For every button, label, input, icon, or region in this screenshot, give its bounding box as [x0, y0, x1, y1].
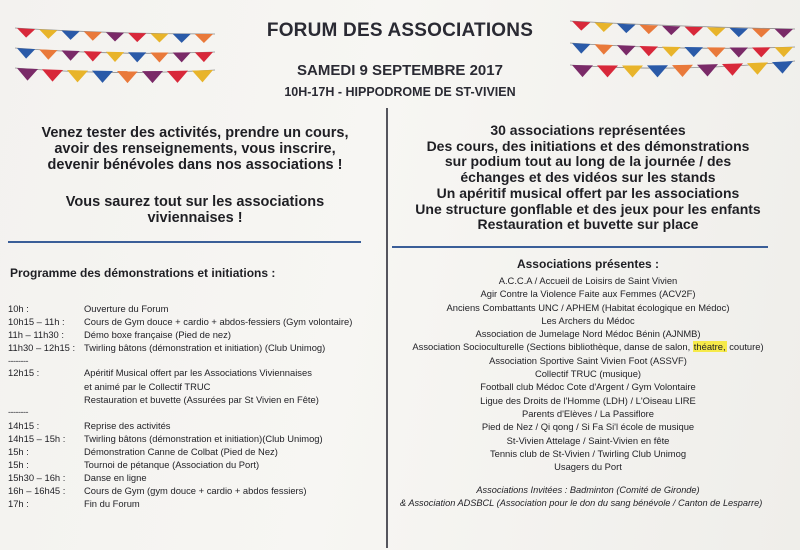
- bunting-flag: [772, 61, 793, 74]
- bunting-flag: [647, 65, 668, 77]
- association-item: Ligue des Droits de l'Homme (LDH) / L'Oiseau LIRE: [480, 394, 696, 406]
- schedule-row: [8, 446, 383, 458]
- bunting-flag: [640, 46, 659, 56]
- schedule-activity: Reprise des activités: [84, 420, 171, 431]
- bunting-flag: [61, 30, 79, 39]
- schedule-separator: [8, 406, 383, 418]
- schedule-row: [8, 472, 383, 484]
- bunting-flag: [775, 47, 794, 57]
- bunting-flag: [173, 52, 191, 62]
- schedule-row: [8, 420, 383, 432]
- association-item: Association Sportive Saint Vivien Foot (ASSVF): [489, 354, 687, 366]
- bunting-flag: [106, 52, 124, 62]
- schedule-time: 10h15 – 11h :: [8, 316, 65, 327]
- schedule-activity: Fin du Forum: [84, 498, 140, 509]
- association-item: [388, 340, 788, 353]
- bunting-flag: [640, 25, 659, 34]
- bunting-right-decoration: [570, 15, 795, 90]
- intro-left-text: [20, 125, 370, 173]
- right-section-rule: [392, 246, 768, 248]
- schedule-activity: Démo boxe française (Pied de nez): [84, 329, 231, 340]
- bunting-flag: [752, 47, 771, 57]
- intro-left-line: Venez tester des activités, prendre un cours,: [41, 125, 349, 141]
- bunting-flag: [128, 52, 146, 62]
- intro-right-line: Des cours, des initiations et des démonstrations: [426, 137, 750, 154]
- bunting-flag: [150, 52, 168, 62]
- schedule-activity: Restauration et buvette (Assurées par St Vivien en Fête): [84, 394, 319, 405]
- bunting-flag: [730, 47, 749, 57]
- bunting-flag: [128, 33, 146, 42]
- schedule-row: [8, 329, 383, 341]
- bunting-flag: [150, 33, 168, 42]
- invited-line: Associations Invitées : Badminton (Comité de Gironde): [476, 485, 700, 495]
- schedule-activity: Ouverture du Forum: [84, 303, 169, 314]
- schedule-activity: Twirling bâtons (démonstration et initiation)(Club Unimog): [84, 433, 323, 444]
- schedule-activity: Tournoi de pétanque (Association du Port): [84, 459, 260, 470]
- schedule-time: 17h :: [8, 498, 29, 509]
- association-item: Les Archers du Médoc: [541, 314, 635, 326]
- association-item: Agir Contre la Violence Faite aux Femmes (ACV2F): [480, 288, 696, 300]
- schedule-activity: Cours de Gym douce + cardio + abdos-fessiers (Gym volontaire): [84, 316, 353, 327]
- intro-right-line: Restauration et buvette sur place: [477, 216, 699, 233]
- bunting-flag: [17, 28, 35, 38]
- bunting-flag: [17, 48, 35, 59]
- schedule-activity: Cours de Gym (gym douce + cardio + abdos fessiers): [84, 485, 307, 496]
- association-item: Usagers du Port: [554, 461, 622, 473]
- bunting-flag: [92, 71, 113, 83]
- associations-title: Associations présentes :: [516, 257, 660, 271]
- highlighted-word: théatre,: [693, 341, 726, 353]
- bunting-flag: [685, 47, 704, 57]
- schedule-row: [8, 303, 383, 315]
- bunting-flag: [84, 31, 102, 40]
- association-item: St-Vivien Attelage / Saint-Vivien en fête: [506, 434, 670, 446]
- intro-left-line: devenir bénévoles dans nos associations !: [47, 157, 343, 173]
- association-item: Collectif TRUC (musique): [534, 368, 642, 380]
- schedule-time: 14h15 – 15h :: [8, 433, 66, 444]
- association-socio-tail: couture): [726, 341, 764, 353]
- bunting-flag: [17, 68, 38, 80]
- bunting-flag: [617, 45, 636, 55]
- association-socio-text: Association Socioculturelle (Sections bibliothèque, danse de salon,: [412, 341, 691, 353]
- bunting-flag: [167, 71, 188, 83]
- schedule-row: [8, 316, 383, 328]
- bunting-flag: [142, 71, 163, 83]
- intro-left-tagline-line: Vous saurez tout sur les associations: [65, 194, 325, 210]
- intro-right-line: Une structure gonflable et des jeux pour les enfants: [415, 200, 761, 217]
- bunting-flag: [730, 28, 749, 37]
- schedule-row: [8, 394, 383, 406]
- schedule-time: 11h – 11h30 :: [8, 329, 64, 340]
- left-section-rule: [8, 241, 361, 243]
- schedule-activity: Démonstration Canne de Colbat (Pied de Nez): [84, 446, 278, 457]
- schedule-separator: [8, 355, 383, 367]
- bunting-flag: [173, 34, 191, 43]
- schedule-time: 15h :: [8, 459, 29, 470]
- bunting-flag: [685, 27, 704, 36]
- bunting-flag: [722, 63, 743, 75]
- bunting-flag: [752, 28, 771, 37]
- intro-left-line: avoir des renseignements, vous inscrire,: [54, 141, 336, 157]
- association-item: Association de Jumelage Nord Médoc Bénin (AJNMB): [475, 328, 701, 340]
- bunting-flag: [597, 65, 618, 77]
- schedule-row: [8, 342, 383, 354]
- page-title: FORUM DES ASSOCIATIONS: [266, 20, 534, 41]
- bunting-flag: [595, 44, 614, 54]
- bunting-flag: [775, 29, 794, 38]
- association-item: A.C.C.A / Accueil de Loisirs de Saint Vivien: [498, 275, 678, 286]
- invited-line: & Association ADSBCL (Association pour le don du sang bénévole / Canton de Lesparre): [400, 498, 763, 508]
- schedule-activity: Danse en ligne: [84, 472, 147, 483]
- bunting-flag: [622, 65, 643, 77]
- intro-left-tagline: [20, 194, 370, 226]
- bunting-flag: [572, 43, 591, 53]
- schedule-activity: Twirling bâtons (démonstration et initiation) (Club Unimog): [84, 342, 326, 353]
- event-date: SAMEDI 9 SEPTEMBRE 2017: [297, 62, 503, 79]
- bunting-flag: [39, 29, 57, 38]
- bunting-left-decoration: [15, 20, 215, 95]
- invited-associations: [388, 484, 788, 510]
- schedule-time: 15h :: [8, 446, 29, 457]
- bunting-flag: [84, 51, 102, 61]
- schedule-row: [8, 459, 383, 471]
- intro-left-tagline-line: viviennaises !: [147, 210, 243, 226]
- association-item: Anciens Combattants UNC / APHEM (Habitat écologique en Médoc): [446, 301, 730, 313]
- bunting-flag: [662, 47, 681, 57]
- bunting-flag: [67, 70, 88, 82]
- bunting-flag: [617, 24, 636, 33]
- schedule-row: [8, 381, 383, 393]
- schedule-time: 15h30 – 16h :: [8, 472, 66, 483]
- intro-right-line: sur podium tout au long de la journée / des: [444, 153, 732, 170]
- schedule-time: 14h15 :: [8, 420, 40, 431]
- bunting-flag: [672, 65, 693, 77]
- separator-dashes: --------: [8, 356, 28, 366]
- programme-title: Programme des démonstrations et initiations :: [10, 266, 276, 280]
- bunting-flag: [106, 32, 124, 41]
- schedule-row: [8, 367, 383, 379]
- intro-right-text: [388, 123, 788, 233]
- bunting-flag: [747, 62, 768, 74]
- schedule-time: 16h – 16h45 :: [8, 485, 66, 496]
- bunting-flag: [117, 71, 138, 83]
- schedule-row: [8, 433, 383, 445]
- bunting-flag: [707, 27, 726, 36]
- intro-right-line: échanges et des vidéos sur les stands: [460, 169, 716, 186]
- intro-right-line: Un apéritif musical offert par les associations: [436, 184, 740, 201]
- association-item: Parents d'Elèves / La Passiflore: [521, 407, 655, 419]
- schedule-row: [8, 485, 383, 497]
- separator-dashes: --------: [8, 407, 28, 417]
- association-item: Tennis club de St-Vivien / Twirling Club Unimog: [489, 447, 687, 459]
- association-item: Pied de Nez / Qi qong / Si Fa Si'l école de musique: [481, 421, 695, 433]
- bunting-flag: [662, 26, 681, 35]
- event-hours-location: 10H-17H - HIPPODROME DE ST-VIVIEN: [284, 85, 516, 99]
- schedule-time: 10h :: [8, 303, 29, 314]
- bunting-flag: [42, 69, 63, 81]
- association-item: Football club Médoc Cote d'Argent / Gym Volontaire: [480, 381, 696, 393]
- bunting-flag: [195, 52, 213, 62]
- bunting-flag: [61, 50, 79, 60]
- schedule-activity: Apéritif Musical offert par les Associations Viviennaises: [84, 367, 312, 378]
- bunting-flag: [697, 64, 718, 76]
- schedule-time: 11h30 – 12h15 :: [8, 342, 76, 353]
- intro-right-line: 30 associations représentées: [490, 122, 686, 138]
- bunting-flag: [39, 49, 57, 59]
- associations-list: [388, 274, 788, 473]
- schedule-time: 12h15 :: [8, 367, 40, 378]
- schedule-activity: et animé par le Collectif TRUC: [84, 381, 211, 392]
- bunting-flag: [707, 47, 726, 57]
- schedule-row: [8, 498, 383, 510]
